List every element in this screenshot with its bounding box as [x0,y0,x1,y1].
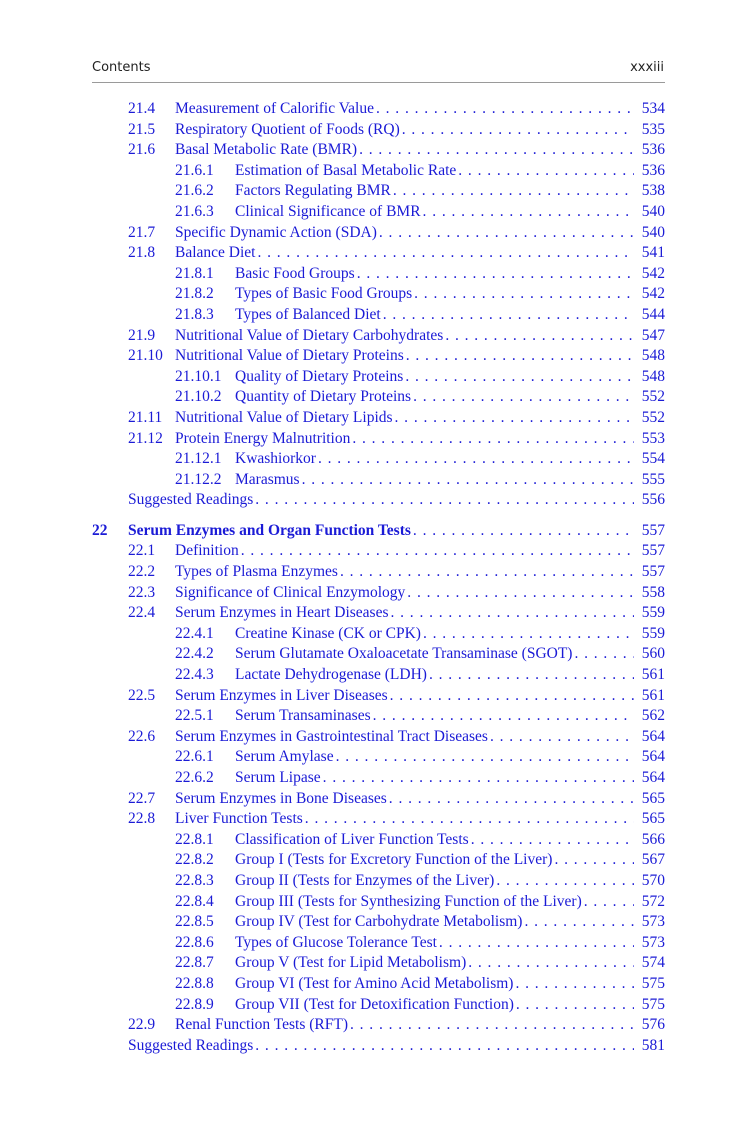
toc-entry[interactable] [92,790,665,811]
toc-entry-number: 21.10.1 [175,367,222,385]
toc-entry-title[interactable]: Significance of Clinical Enzymology [175,583,406,601]
dot-leader [379,224,634,242]
running-header-title: Contents [92,60,151,75]
toc-entry-page[interactable]: 581 [641,1036,665,1054]
toc-entry-title[interactable]: Serum Glutamate Oxaloacetate Transaminase (SGOT) [235,645,573,663]
toc-entry-line [235,450,665,468]
running-header [92,58,664,82]
toc-entry-page[interactable]: 573 [641,933,665,951]
toc-entry-number: 22.7 [128,789,156,807]
toc-entry-line [175,224,665,242]
dot-leader [241,542,634,560]
toc-entry[interactable] [92,306,665,327]
toc-entry[interactable] [92,1016,665,1037]
toc-entry-line [235,975,665,993]
dot-leader [429,666,634,684]
toc-entry-line [235,471,665,489]
toc-entry-page[interactable]: 576 [641,1016,665,1034]
toc-entry-number: 22.5.1 [175,707,214,725]
toc-entry-page[interactable]: 572 [641,892,665,910]
toc-entry-number: 21.12.1 [175,450,222,468]
toc-entry-number: 22.8.9 [175,995,214,1013]
toc-entry-number: 21.4 [128,100,156,117]
toc-entry-line [235,203,665,221]
toc-entry-title[interactable]: Serum Enzymes in Liver Diseases [175,686,388,704]
toc-entry-title[interactable]: Types of Plasma Enzymes [175,563,338,581]
toc-entry-number: 22.8.6 [175,933,214,951]
toc-entry-number: 21.8 [128,244,156,262]
toc-entry-title[interactable]: Group I (Tests for Excretory Function of the Liver) [235,851,553,869]
toc-entry-page[interactable]: 559 [641,624,665,642]
toc-entry[interactable] [92,996,665,1017]
toc-entry-title[interactable]: Serum Enzymes in Bone Diseases [175,789,387,807]
toc-entry[interactable] [92,224,665,245]
toc-entry[interactable] [92,162,665,183]
toc-entry-line [175,1016,665,1034]
toc-entry[interactable] [92,542,665,563]
dot-leader [445,327,634,345]
toc-entry-page[interactable]: 535 [641,120,665,138]
toc-entry-title[interactable]: Definition [175,542,239,560]
toc-entry-line [175,790,665,808]
toc-entry-title[interactable]: Factors Regulating BMR [235,182,391,200]
toc-entry-title[interactable]: Quality of Dietary Proteins [235,367,404,385]
dot-leader [389,790,634,808]
toc-entry-line [175,409,665,427]
dot-leader [524,913,634,931]
toc-entry[interactable] [92,368,665,389]
toc-entry-title[interactable]: Serum Lipase [235,769,321,786]
toc-entry-number: 22.3 [128,583,156,601]
toc-entry-title[interactable]: Serum Enzymes in Gastrointestinal Tract Diseases [175,727,488,745]
toc-entry-page[interactable]: 575 [641,995,665,1013]
toc-entry-page[interactable]: 548 [641,367,665,385]
toc-entry-page[interactable]: 555 [641,470,665,488]
toc-entry-line [235,872,665,890]
toc-entry-line [235,162,665,180]
toc-entry[interactable] [92,954,665,975]
toc-entry-number: 22.6 [128,727,156,745]
toc-entry-line [235,954,665,972]
toc-entry-page[interactable]: 565 [641,810,665,828]
toc-entry-line [175,542,665,560]
toc-entry-number: 22 [92,521,108,539]
toc-entry[interactable] [92,471,665,492]
toc-entry-line [235,265,665,283]
toc-entry-page[interactable]: 542 [641,264,665,282]
toc-entry-line [235,368,665,386]
toc-entry-line [175,687,665,705]
toc-entry-title[interactable]: Clinical Significance of BMR [235,202,421,220]
toc-entry-title[interactable]: Types of Balanced Diet [235,305,381,323]
toc-entry-title[interactable]: Protein Energy Malnutrition [175,429,351,447]
toc-entry-number: 22.8.3 [175,871,214,889]
toc-entry[interactable] [92,893,665,914]
toc-entry-number: 21.5 [128,120,156,138]
toc-entry-line [235,645,665,663]
toc-entry[interactable] [92,707,665,728]
toc-entry-line [175,563,665,581]
toc-entry[interactable] [92,265,665,286]
toc-entry-number: 22.8 [128,810,156,828]
toc-entry-page[interactable]: 557 [641,563,665,581]
dot-leader [584,893,634,911]
toc-entry-title[interactable]: Basic Food Groups [235,264,355,282]
toc-entry-number: 22.8.1 [175,830,214,848]
dot-leader [414,285,634,303]
toc-entry[interactable] [92,491,665,512]
toc-entry-title[interactable]: Serum Enzymes in Heart Diseases [175,604,389,622]
toc-entry-title[interactable]: Nutritional Value of Dietary Carbohydrates [175,326,444,344]
toc-entry-title[interactable]: Quantity of Dietary Proteins [235,388,412,406]
toc-entry[interactable] [92,244,665,265]
toc-entry-line [175,604,665,622]
toc-entry-number: 22.9 [128,1016,156,1034]
toc-entry-number: 22.8.4 [175,892,214,910]
dot-leader [406,347,634,365]
toc-entry[interactable] [92,625,665,646]
toc-entry[interactable] [92,851,665,872]
toc-entry-page[interactable]: 557 [641,542,665,560]
toc-entry[interactable] [92,810,665,831]
dot-leader [402,121,634,139]
dot-leader [458,162,634,180]
table-of-contents [92,100,665,1057]
toc-entry-title[interactable]: Types of Glucose Tolerance Test [235,933,437,951]
toc-entry-number: 22.4.2 [175,645,214,663]
toc-entry-line [128,1037,665,1055]
toc-entry-page[interactable]: 548 [641,347,665,365]
toc-entry-title[interactable]: Measurement of Calorific Value [175,100,374,117]
toc-entry-number: 21.12.2 [175,470,222,488]
dot-leader [413,522,634,540]
toc-entry-page[interactable]: 574 [641,954,665,972]
toc-entry-page[interactable]: 556 [641,491,665,509]
toc-entry-page[interactable]: 553 [641,429,665,447]
dot-leader [323,769,634,787]
toc-entry-page[interactable]: 541 [641,244,665,262]
toc-entry-line [235,769,665,787]
toc-entry[interactable] [92,285,665,306]
toc-entry-page[interactable]: 534 [641,100,665,117]
toc-entry-number: 21.9 [128,326,156,344]
toc-entry-line [235,182,665,200]
toc-entry-line [235,748,665,766]
toc-entry-title[interactable]: Respiratory Quotient of Foods (RQ) [175,120,400,138]
toc-entry-number: 22.6.2 [175,769,214,786]
toc-entry-page[interactable]: 557 [641,521,665,539]
toc-entry-number: 21.12 [128,429,163,447]
toc-entry[interactable] [92,409,665,430]
toc-entry-number: 21.10.2 [175,388,222,406]
toc-entry[interactable] [92,141,665,162]
toc-entry-title[interactable]: Group V (Test for Lipid Metabolism) [235,954,467,972]
toc-entry-number: 21.6.1 [175,161,214,179]
toc-entry-page[interactable]: 567 [641,851,665,869]
toc-entry-line [235,996,665,1014]
toc-entry-title[interactable]: Renal Function Tests (RFT) [175,1016,348,1034]
toc-entry-page[interactable]: 564 [641,748,665,766]
toc-entry[interactable] [92,728,665,749]
dot-leader [373,707,634,725]
toc-entry-title[interactable]: Estimation of Basal Metabolic Rate [235,161,457,179]
toc-entry-number: 21.8.2 [175,285,214,303]
header-rule [92,82,665,83]
dot-leader [340,563,634,581]
toc-entry-title[interactable]: Group II (Tests for Enzymes of the Liver) [235,871,495,889]
toc-entry[interactable] [92,934,665,955]
toc-entry[interactable] [92,584,665,605]
toc-entry-line [175,347,665,365]
toc-entry-page[interactable]: 562 [641,707,665,725]
toc-entry-page[interactable]: 573 [641,913,665,931]
toc-entry-number: 21.7 [128,223,156,241]
dot-leader [359,141,634,159]
toc-entry-number: 21.6.3 [175,202,214,220]
toc-entry-page[interactable]: 561 [641,666,665,684]
toc-entry-title[interactable]: Serum Enzymes and Organ Function Tests [128,521,411,539]
toc-entry-line [235,851,665,869]
dot-leader [376,100,634,118]
toc-entry-number: 22.8.7 [175,954,214,972]
toc-entry-line [235,831,665,849]
toc-entry-page[interactable]: 540 [641,223,665,241]
toc-entry-page[interactable]: 536 [641,141,665,159]
toc-entry-line [235,625,665,643]
toc-entry-line [235,306,665,324]
toc-entry[interactable] [92,388,665,409]
toc-entry-line [235,893,665,911]
toc-entry-title[interactable]: Types of Basic Food Groups [235,285,413,303]
toc-entry-page[interactable]: 564 [641,727,665,745]
toc-entry-line [175,810,665,828]
toc-entry-title[interactable]: Group III (Tests for Synthesizing Function of the Liver) [235,892,582,910]
toc-entry-line [128,522,665,540]
toc-entry-title[interactable]: Kwashiorkor [235,450,316,468]
dot-leader [255,491,634,509]
dot-leader [423,203,634,221]
toc-entry-title[interactable]: Specific Dynamic Action (SDA) [175,223,377,241]
toc-entry[interactable] [92,769,665,790]
dot-leader [554,851,634,869]
toc-entry-page[interactable]: 570 [641,871,665,889]
toc-entry-line [235,285,665,303]
dot-leader [516,996,634,1014]
toc-entry-number: 22.4.1 [175,624,214,642]
toc-entry-title[interactable]: Nutritional Value of Dietary Proteins [175,347,404,365]
toc-entry-page[interactable]: 558 [641,583,665,601]
dot-leader [490,728,634,746]
toc-entry[interactable] [92,430,665,451]
toc-entry-title[interactable]: Lactate Dehydrogenase (LDH) [235,666,427,684]
toc-entry-title[interactable]: Creatine Kinase (CK or CPK) [235,624,421,642]
toc-entry[interactable] [92,522,665,543]
dot-leader [302,471,634,489]
toc-entry-title[interactable]: Suggested Readings [128,1036,254,1054]
toc-entry[interactable] [92,100,665,121]
toc-entry[interactable] [92,1037,665,1058]
toc-entry[interactable] [92,182,665,203]
dot-leader [393,182,634,200]
toc-entry-number: 21.8.1 [175,264,214,282]
toc-entry-number: 21.6 [128,141,156,159]
toc-entry-title[interactable]: Serum Transaminases [235,707,371,725]
toc-entry-line [235,913,665,931]
dot-leader [255,1037,634,1055]
toc-entry-number: 22.2 [128,563,156,581]
toc-entry-number: 21.10 [128,347,163,365]
dot-leader [413,388,634,406]
dot-leader [350,1016,634,1034]
dot-leader [390,687,634,705]
toc-entry-line [235,707,665,725]
toc-entry[interactable] [92,913,665,934]
toc-entry-number: 22.4.3 [175,666,214,684]
toc-entry-title[interactable]: Nutritional Value of Dietary Lipids [175,408,393,426]
dot-leader [423,625,634,643]
toc-entry-page[interactable]: 542 [641,285,665,303]
toc-entry-title[interactable]: Group IV (Test for Carbohydrate Metabolism) [235,913,523,931]
dot-leader [471,831,634,849]
toc-entry-title[interactable]: Group VI (Test for Amino Acid Metabolism) [235,974,514,992]
dot-leader [257,244,634,262]
dot-leader [305,810,634,828]
toc-entry[interactable] [92,687,665,708]
toc-entry-number: 21.8.3 [175,305,214,323]
toc-entry[interactable] [92,203,665,224]
toc-entry-title[interactable]: Balance Diet [175,244,256,262]
dot-leader [336,748,634,766]
toc-entry-line [175,430,665,448]
toc-entry-line [175,141,665,159]
toc-entry-title[interactable]: Group VII (Test for Detoxification Function) [235,995,514,1013]
toc-entry-number: 22.5 [128,686,156,704]
toc-entry-page[interactable]: 540 [641,202,665,220]
toc-entry-page[interactable]: 547 [641,326,665,344]
page-number: xxxiii [630,60,664,75]
dot-leader [395,409,634,427]
toc-entry-number: 22.1 [128,542,156,560]
dot-leader [468,954,634,972]
dot-leader [407,584,634,602]
toc-entry-number: 22.4 [128,604,156,622]
toc-entry-title[interactable]: Serum Amylase [235,748,334,766]
toc-entry-line [175,100,665,118]
toc-entry[interactable] [92,327,665,348]
toc-entry[interactable] [92,450,665,471]
dot-leader [574,645,634,663]
dot-leader [357,265,634,283]
toc-entry-page[interactable]: 561 [641,686,665,704]
toc-entry[interactable] [92,872,665,893]
toc-entry-line [175,327,665,345]
toc-entry-line [175,584,665,602]
toc-entry[interactable] [92,831,665,852]
toc-entry-page[interactable]: 564 [641,769,665,786]
toc-entry-line [175,244,665,262]
dot-leader [383,306,634,324]
dot-leader [318,450,634,468]
dot-leader [439,934,634,952]
toc-entry-page[interactable]: 536 [641,161,665,179]
toc-entry[interactable] [92,975,665,996]
toc-entry-page[interactable]: 538 [641,182,665,200]
toc-entry-page[interactable]: 565 [641,789,665,807]
toc-entry-page[interactable]: 575 [641,974,665,992]
dot-leader [515,975,634,993]
toc-entry[interactable] [92,645,665,666]
toc-entry-line [235,388,665,406]
toc-entry-number: 21.6.2 [175,182,214,200]
toc-entry[interactable] [92,563,665,584]
dot-leader [352,430,634,448]
toc-entry-page[interactable]: 554 [641,450,665,468]
toc-entry-page[interactable]: 544 [641,305,665,323]
dot-leader [391,604,635,622]
toc-entry-title[interactable]: Classification of Liver Function Tests [235,830,469,848]
toc-entry-number: 22.8.5 [175,913,214,931]
toc-entry-title[interactable]: Liver Function Tests [175,810,303,828]
toc-entry-number: 22.6.1 [175,748,214,766]
toc-entry-page[interactable]: 552 [641,388,665,406]
toc-entry-line [235,666,665,684]
toc-entry-page[interactable]: 552 [641,408,665,426]
dot-leader [405,368,634,386]
toc-entry-line [175,728,665,746]
toc-entry[interactable] [92,347,665,368]
toc-entry-page[interactable]: 566 [641,830,665,848]
toc-entry-title[interactable]: Marasmus [235,470,300,488]
toc-entry-title[interactable]: Basal Metabolic Rate (BMR) [175,141,358,159]
toc-entry[interactable] [92,604,665,625]
toc-entry[interactable] [92,121,665,142]
dot-leader [496,872,634,890]
toc-entry-number: 22.8.2 [175,851,214,869]
toc-entry[interactable] [92,666,665,687]
toc-entry[interactable] [92,748,665,769]
toc-entry-line [128,491,665,509]
toc-entry-page[interactable]: 560 [641,645,665,663]
toc-entry-title[interactable]: Suggested Readings [128,491,254,509]
toc-entry-page[interactable]: 559 [641,604,665,622]
toc-entry-number: 22.8.8 [175,974,214,992]
toc-entry-number: 21.11 [128,408,163,426]
toc-entry-line [175,121,665,139]
toc-entry-line [235,934,665,952]
